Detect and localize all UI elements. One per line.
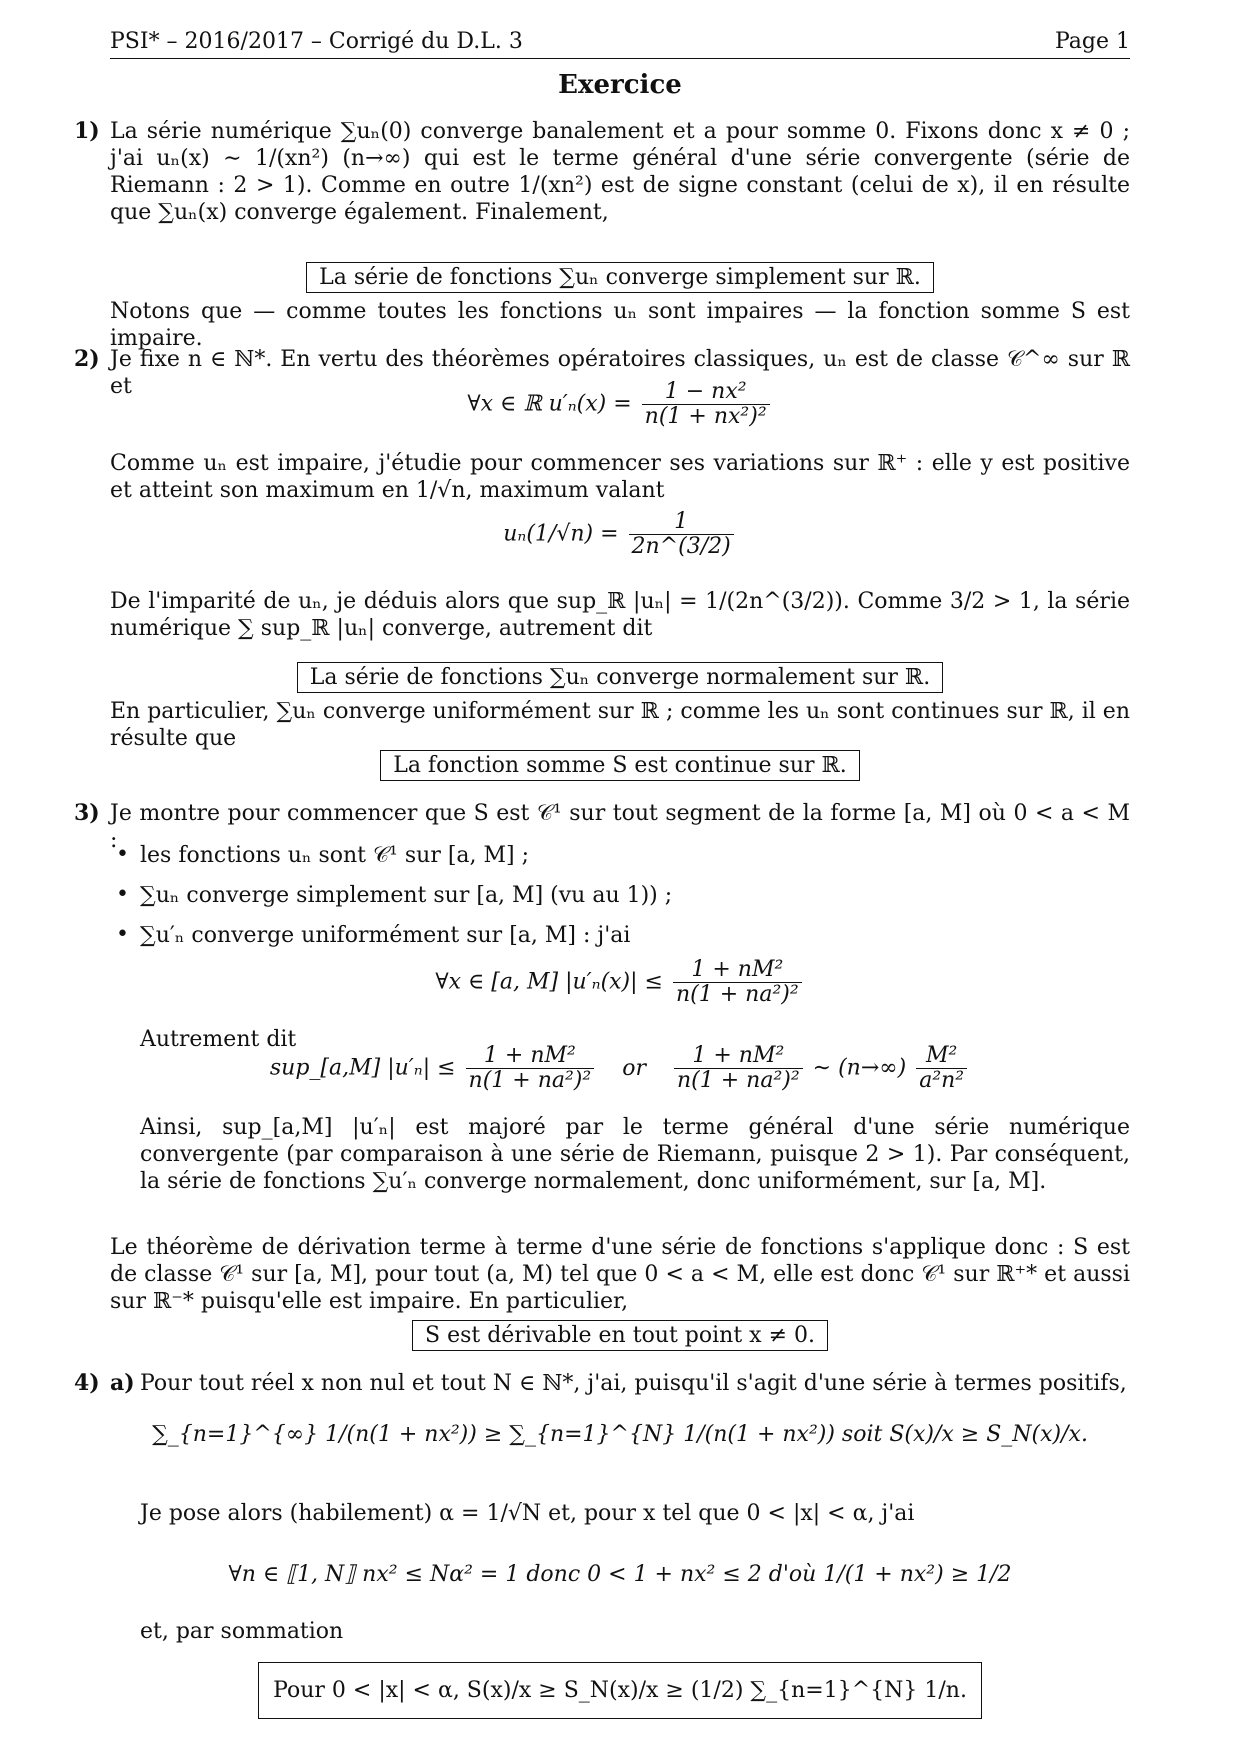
q3-eq2-denominator: n(1 + na²)² — [468, 1068, 592, 1093]
q3-paragraph-3: Ainsi, sup_[a,M] |u′ₙ| est majoré par le terme général d'une série numérique convergente (par comparaison à une série de Riemann, puisque 2 > 1). Par conséquent, la série de fonctions ∑u′ₙ converge normalement, donc uniformément, sur [a, M]. — [140, 1115, 1130, 1194]
q3-eq1-denominator: n(1 + na²)² — [675, 982, 799, 1007]
q3-eq2-left: sup_[a,M] |u′ₙ| ≤ — [269, 1055, 456, 1081]
page-number: Page 1 — [1054, 29, 1130, 54]
page-header — [110, 24, 1130, 59]
q3-eq2-numerator: 1 + nM² — [466, 1044, 595, 1069]
q3-bullet-2: ∑uₙ converge simplement sur [a, M] (vu au 1)) ; — [140, 883, 673, 908]
q3-equation-1 — [0, 958, 1240, 1007]
question-3-number: 3) — [74, 800, 100, 826]
q4-result-box: Pour 0 < |x| < α, S(x)/x ≥ S_N(x)/x ≥ (1/2) ∑_{n=1}^{N} 1/n. — [258, 1662, 982, 1719]
q2-equation-2 — [0, 510, 1240, 559]
q4-result — [0, 1662, 1240, 1719]
q3-eq2-fraction-3 — [916, 1044, 967, 1093]
bullet-icon: • — [116, 882, 129, 907]
section-title: Exercice — [558, 70, 682, 100]
q4-paragraph-3: et, par sommation — [140, 1619, 344, 1644]
q4-paragraph-1: Pour tout réel x non nul et tout N ∈ ℕ*, j'ai, puisqu'il s'agit d'une série à termes positifs, — [140, 1371, 1127, 1396]
q2-result-box-2: La fonction somme S est continue sur ℝ. — [380, 750, 860, 781]
q2-eq1-denominator: n(1 + nx²)² — [644, 404, 767, 429]
q1-result — [0, 262, 1240, 293]
q3-eq2-numerator-3: M² — [916, 1044, 967, 1069]
q3-paragraph-1: Je montre pour commencer que S est 𝒞¹ sur tout segment de la forme [a, M] où 0 < a < M : — [110, 801, 1130, 853]
q2-eq2-numerator: 1 — [629, 510, 734, 535]
q2-paragraph-2: Comme uₙ est impaire, j'étudie pour commencer ses variations sur ℝ⁺ : elle y est positive et atteint son maximum en 1/√n, maximum valant — [110, 451, 1130, 503]
q3-eq2-fraction — [466, 1044, 595, 1093]
q3-eq1-fraction — [673, 958, 802, 1007]
question-4a-label: a) — [110, 1370, 135, 1396]
q2-eq1-left: ∀x ∈ ℝ u′ₙ(x) = — [467, 391, 632, 417]
q1-paragraph-1: La série numérique ∑uₙ(0) converge banalement et a pour somme 0. Fixons donc x ≠ 0 ; j'ai uₙ(x) ∼ 1/(xn²) (n→∞) qui est le terme général d'une série convergente (série de Riemann : 2 > 1). Comme en outre 1/(xn²) est de signe constant (celui de x), il en résulte que ∑uₙ(x) converge également. Finalement, — [110, 119, 1130, 225]
bullet-icon: • — [116, 842, 129, 867]
q2-result-1 — [0, 662, 1240, 693]
q3-paragraph-2: Autrement dit — [140, 1027, 297, 1052]
q1-result-box: La série de fonctions ∑uₙ converge simplement sur ℝ. — [306, 262, 934, 293]
q3-eq2-denominator-2: n(1 + na²)² — [676, 1068, 800, 1093]
q2-result-box-1: La série de fonctions ∑uₙ converge normalement sur ℝ. — [297, 662, 943, 693]
q3-eq1-left: ∀x ∈ [a, M] |u′ₙ(x)| ≤ — [435, 969, 663, 995]
q3-bullet-1: les fonctions uₙ sont 𝒞¹ sur [a, M] ; — [140, 843, 530, 868]
q4-paragraph-2: Je pose alors (habilement) α = 1/√N et, pour x tel que 0 < |x| < α, j'ai — [140, 1501, 915, 1526]
question-2-number: 2) — [74, 346, 100, 372]
q3-eq1-numerator: 1 + nM² — [673, 958, 802, 983]
q1-paragraph-2: Notons que — comme toutes les fonctions uₙ sont impaires — la fonction somme S est impaire. — [110, 299, 1130, 351]
q3-eq2-denominator-3: a²n² — [919, 1068, 965, 1093]
q3-bullet-3: ∑u′ₙ converge uniformément sur [a, M] : j'ai — [140, 923, 631, 948]
q4-equation-2: ∀n ∈ ⟦1, N⟧ nx² ≤ Nα² = 1 donc 0 < 1 + nx² ≤ 2 d'où 1/(1 + nx²) ≥ 1/2 — [228, 1562, 1012, 1587]
q2-eq2-fraction — [629, 510, 734, 559]
question-4-number: 4) — [74, 1370, 100, 1396]
q3-eq2-fraction-2 — [674, 1044, 803, 1093]
q2-eq2-denominator: 2n^(3/2) — [631, 534, 731, 559]
q3-eq2-or: or — [622, 1055, 646, 1081]
q4-equation-1: ∑_{n=1}^{∞} 1/(n(1 + nx²)) ≥ ∑_{n=1}^{N} 1/(n(1 + nx²)) soit S(x)/x ≥ S_N(x)/x. — [152, 1422, 1088, 1447]
q2-eq1-numerator: 1 − nx² — [642, 380, 770, 405]
header-title: PSI* – 2016/2017 – Corrigé du D.L. 3 — [110, 29, 523, 54]
bullet-icon: • — [116, 922, 129, 947]
q3-eq2-equivalent: ∼ (n→∞) — [812, 1055, 907, 1081]
q3-result — [0, 1320, 1240, 1351]
question-1-number: 1) — [74, 118, 100, 144]
q2-eq2-left: uₙ(1/√n) = — [503, 521, 619, 547]
q2-paragraph-3: De l'imparité de uₙ, je déduis alors que sup_ℝ |uₙ| = 1/(2n^(3/2)). Comme 3/2 > 1, la série numérique ∑ sup_ℝ |uₙ| converge, autrement dit — [110, 589, 1130, 641]
q3-eq2-numerator-2: 1 + nM² — [674, 1044, 803, 1069]
q2-eq1-fraction — [642, 380, 770, 429]
q3-equation-2 — [0, 1044, 1240, 1093]
q2-paragraph-1: Je fixe n ∈ ℕ*. En vertu des théorèmes opératoires classiques, uₙ est de classe 𝒞^∞ sur ℝ et — [110, 347, 1130, 399]
q2-equation-1 — [0, 380, 1240, 429]
q3-paragraph-4: Le théorème de dérivation terme à terme d'une série de fonctions s'applique donc : S est de classe 𝒞¹ sur [a, M], pour tout (a, M) tel que 0 < a < M, elle est donc 𝒞¹ sur ℝ⁺* et aussi sur ℝ⁻* puisqu'elle est impaire. En particulier, — [110, 1235, 1130, 1314]
q2-paragraph-4: En particulier, ∑uₙ converge uniformément sur ℝ ; comme les uₙ sont continues sur ℝ, il en résulte que — [110, 699, 1130, 751]
q2-result-2 — [0, 750, 1240, 781]
q3-result-box: S est dérivable en tout point x ≠ 0. — [412, 1320, 828, 1351]
